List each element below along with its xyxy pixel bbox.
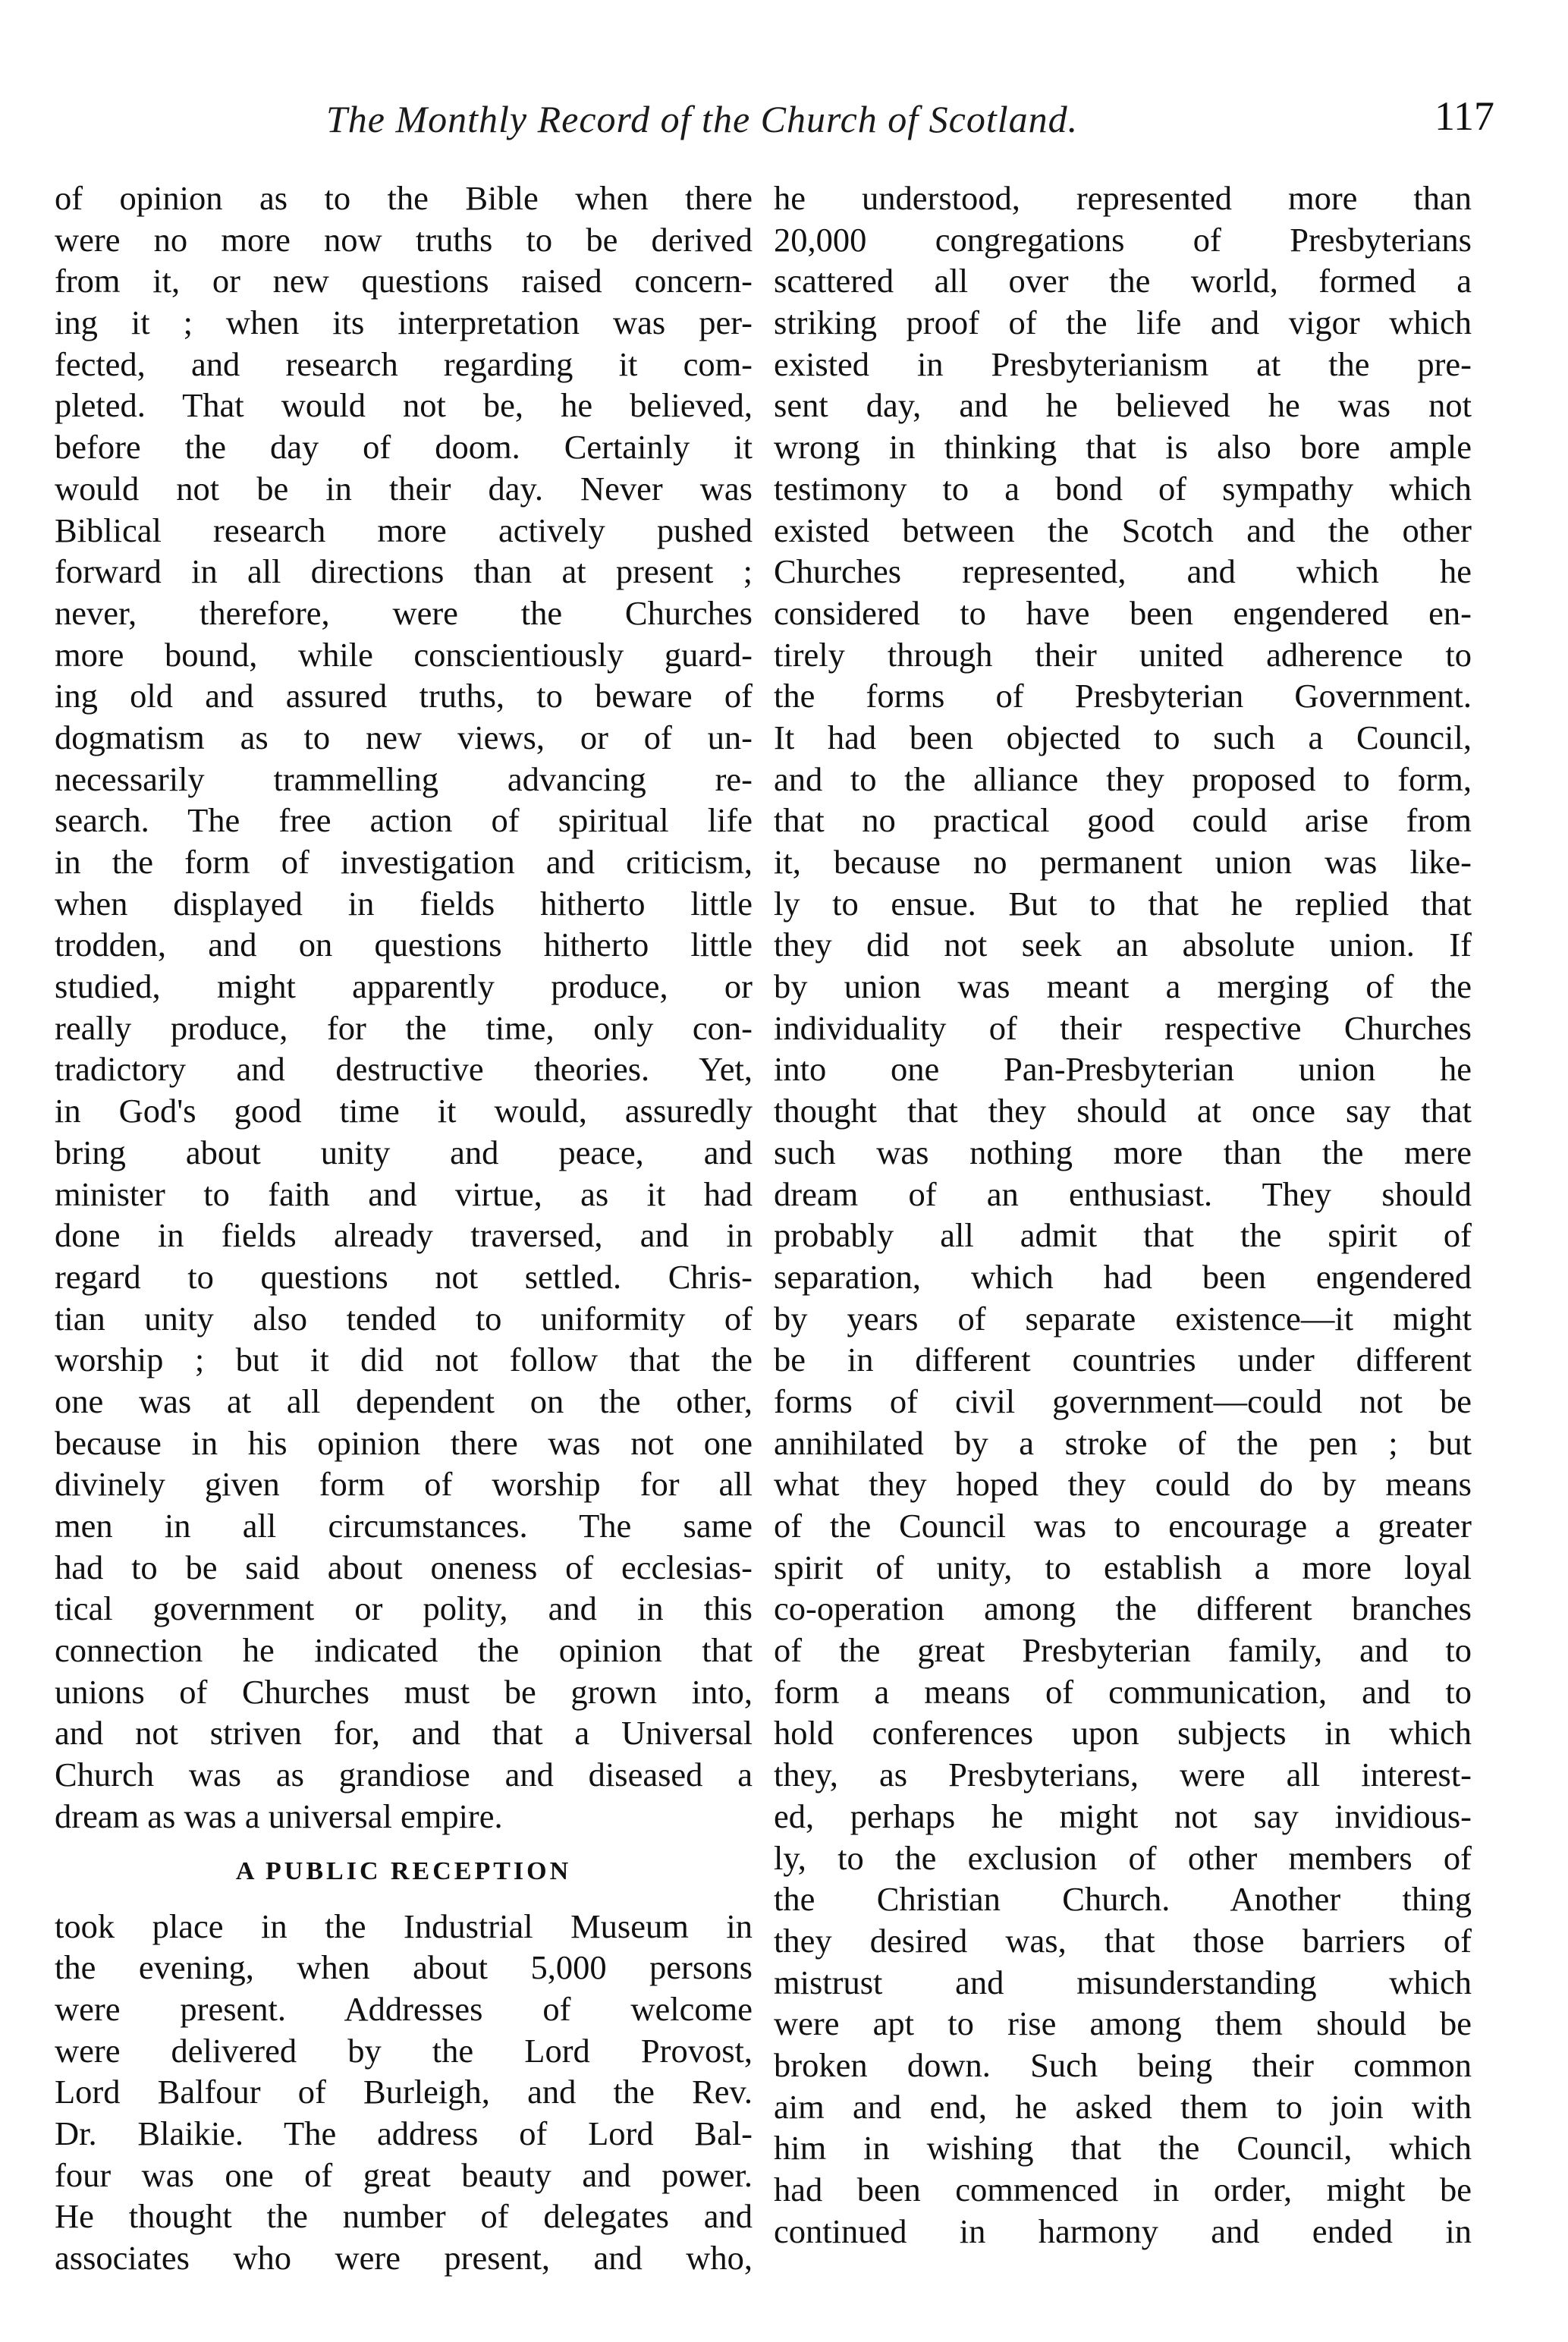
text-line: sent day, and he believed he was not: [774, 386, 1472, 425]
text-line: mistrust and misunderstanding which: [774, 1963, 1472, 2001]
text-line: more bound, while conscientiously guard-: [55, 635, 753, 674]
text-line: ly, to the exclusion of other members of: [774, 1838, 1472, 1877]
text-line: and not striven for, and that a Universal: [55, 1714, 753, 1753]
left-column: [55, 178, 753, 2279]
text-line: in God's good time it would, assuredly: [55, 1092, 753, 1130]
text-line: would not be in their day. Never was: [55, 469, 753, 508]
text-line: considered to have been engendered en-: [774, 593, 1472, 632]
text-line: it, because no permanent union was like-: [774, 843, 1472, 881]
text-line: thought that they should at once say that: [774, 1092, 1472, 1130]
text-line: ly to ensue. But to that he replied that: [774, 884, 1472, 923]
text-line: really produce, for the time, only con-: [55, 1008, 753, 1047]
text-line: tian unity also tended to uniformity of: [55, 1299, 753, 1338]
text-line: existed in Presbyterianism at the pre-: [774, 344, 1472, 383]
text-line: the evening, when about 5,000 persons: [55, 1948, 753, 1987]
text-line: ing old and assured truths, to beware of: [55, 677, 753, 715]
text-line: wrong in thinking that is also bore ample: [774, 428, 1472, 467]
text-line: search. The free action of spiritual life: [55, 801, 753, 840]
text-line: had to be said about oneness of ecclesias-: [55, 1548, 753, 1586]
text-line: pleted. That would not be, he believed,: [55, 386, 753, 425]
text-line: tradictory and destructive theories. Yet,: [55, 1050, 753, 1089]
text-line: the forms of Presbyterian Government.: [774, 677, 1472, 715]
text-line: he understood, represented more than: [774, 179, 1472, 217]
text-line: regard to questions not settled. Chris-: [55, 1257, 753, 1296]
text-line: were delivered by the Lord Provost,: [55, 2031, 753, 2070]
text-line: ing it ; when its interpretation was per-: [55, 303, 753, 342]
text-line: connection he indicated the opinion that: [55, 1631, 753, 1670]
text-line: probably all admit that the spirit of: [774, 1216, 1472, 1255]
text-line: they, as Presbyterians, were all interest-: [774, 1756, 1472, 1794]
text-line: by years of separate existence—it might: [774, 1299, 1472, 1338]
text-line: aim and end, he asked them to join with: [774, 2087, 1472, 2126]
text-line: by union was meant a merging of the: [774, 967, 1472, 1006]
text-line: that no practical good could arise from: [774, 801, 1472, 840]
text-line: individuality of their respective Churches: [774, 1008, 1472, 1047]
text-line: annihilated by a stroke of the pen ; but: [774, 1423, 1472, 1462]
text-line: when displayed in fields hitherto little: [55, 884, 753, 923]
text-line: done in fields already traversed, and in: [55, 1216, 753, 1255]
text-line: unions of Churches must be grown into,: [55, 1672, 753, 1711]
text-line: studied, might apparently produce, or: [55, 967, 753, 1006]
text-line: dream of an enthusiast. They should: [774, 1174, 1472, 1213]
text-line: continued in harmony and ended in: [774, 2212, 1472, 2250]
text-line: worship ; but it did not follow that the: [55, 1341, 753, 1379]
text-line: hold conferences upon subjects in which: [774, 1714, 1472, 1753]
text-line: of the great Presbyterian family, and to: [774, 1631, 1472, 1670]
text-line: dream as was a universal empire.: [55, 1797, 503, 1835]
text-line: necessarily trammelling advancing re-: [55, 759, 753, 798]
text-line: were present. Addresses of welcome: [55, 1989, 753, 2028]
text-line: minister to faith and virtue, as it had: [55, 1174, 753, 1213]
text-line: what they hoped they could do by means: [774, 1465, 1472, 1504]
text-line: separation, which had been engendered: [774, 1257, 1472, 1296]
left-column-body-continued: [55, 1906, 753, 2279]
text-line: one was at all dependent on the other,: [55, 1382, 753, 1420]
text-line: before the day of doom. Certainly it: [55, 428, 753, 467]
text-line: associates who were present, and who,: [55, 2239, 753, 2277]
text-line: forward in all directions than at present ;: [55, 552, 753, 591]
text-line: divinely given form of worship for all: [55, 1465, 753, 1504]
text-line: tirely through their united adherence to: [774, 635, 1472, 674]
text-line: never, therefore, were the Churches: [55, 593, 753, 632]
text-line: striking proof of the life and vigor which: [774, 303, 1472, 342]
text-line: existed between the Scotch and the other: [774, 511, 1472, 549]
text-line: because in his opinion there was not one: [55, 1423, 753, 1462]
text-line: scattered all over the world, formed a: [774, 262, 1472, 300]
text-line: from it, or new questions raised concern-: [55, 262, 753, 300]
text-line: Biblical research more actively pushed: [55, 511, 753, 549]
text-line: Dr. Blaikie. The address of Lord Bal-: [55, 2114, 753, 2152]
text-line: ed, perhaps he might not say invidious-: [774, 1797, 1472, 1835]
text-line: they desired was, that those barriers of: [774, 1921, 1472, 1960]
text-line: spirit of unity, to establish a more loyal: [774, 1548, 1472, 1586]
text-line: men in all circumstances. The same: [55, 1507, 753, 1545]
text-line: such was nothing more than the mere: [774, 1133, 1472, 1171]
text-line: were no more now truths to be derived: [55, 220, 753, 259]
text-line: they did not seek an absolute union. If: [774, 926, 1472, 964]
right-column: [774, 178, 1472, 2252]
text-line: He thought the number of delegates and: [55, 2197, 753, 2236]
text-line: form a means of communication, and to: [774, 1672, 1472, 1711]
text-line: tical government or polity, and in this: [55, 1589, 753, 1628]
text-line: four was one of great beauty and power.: [55, 2155, 753, 2194]
text-line: him in wishing that the Council, which: [774, 2129, 1472, 2168]
text-line: Churches represented, and which he: [774, 552, 1472, 591]
text-line: the Christian Church. Another thing: [774, 1880, 1472, 1919]
text-line: bring about unity and peace, and: [55, 1133, 753, 1171]
text-line: 20,000 congregations of Presbyterians: [774, 220, 1472, 259]
running-title: The Monthly Record of the Church of Scotland.: [326, 98, 1079, 140]
text-line: of opinion as to the Bible when there: [55, 179, 753, 217]
text-line: and to the alliance they proposed to form,: [774, 759, 1472, 798]
text-line: of the Council was to encourage a greater: [774, 1507, 1472, 1545]
text-line: trodden, and on questions hitherto little: [55, 926, 753, 964]
right-column-body: [774, 178, 1472, 2252]
text-line: were apt to rise among them should be: [774, 2004, 1472, 2043]
page-number: 117: [1434, 93, 1494, 139]
text-line: fected, and research regarding it com-: [55, 344, 753, 383]
text-line: co-operation among the different branches: [774, 1589, 1472, 1628]
text-line: It had been objected to such a Council,: [774, 718, 1472, 756]
text-line: testimony to a bond of sympathy which: [774, 469, 1472, 508]
text-line: Church was as grandiose and diseased a: [55, 1756, 753, 1794]
text-line: broken down. Such being their common: [774, 2045, 1472, 2084]
left-column-body: [55, 178, 753, 1837]
text-line: took place in the Industrial Museum in: [55, 1907, 753, 1945]
text-line: in the form of investigation and criticism,: [55, 843, 753, 881]
text-line: dogmatism as to new views, or of un-: [55, 718, 753, 756]
text-line: Lord Balfour of Burleigh, and the Rev.: [55, 2073, 753, 2111]
text-line: forms of civil government—could not be: [774, 1382, 1472, 1420]
text-line: had been commenced in order, might be: [774, 2171, 1472, 2208]
text-line: be in different countries under different: [774, 1341, 1472, 1379]
section-heading: A PUBLIC RECEPTION: [235, 1856, 572, 1885]
text-line: into one Pan-Presbyterian union he: [774, 1050, 1472, 1089]
